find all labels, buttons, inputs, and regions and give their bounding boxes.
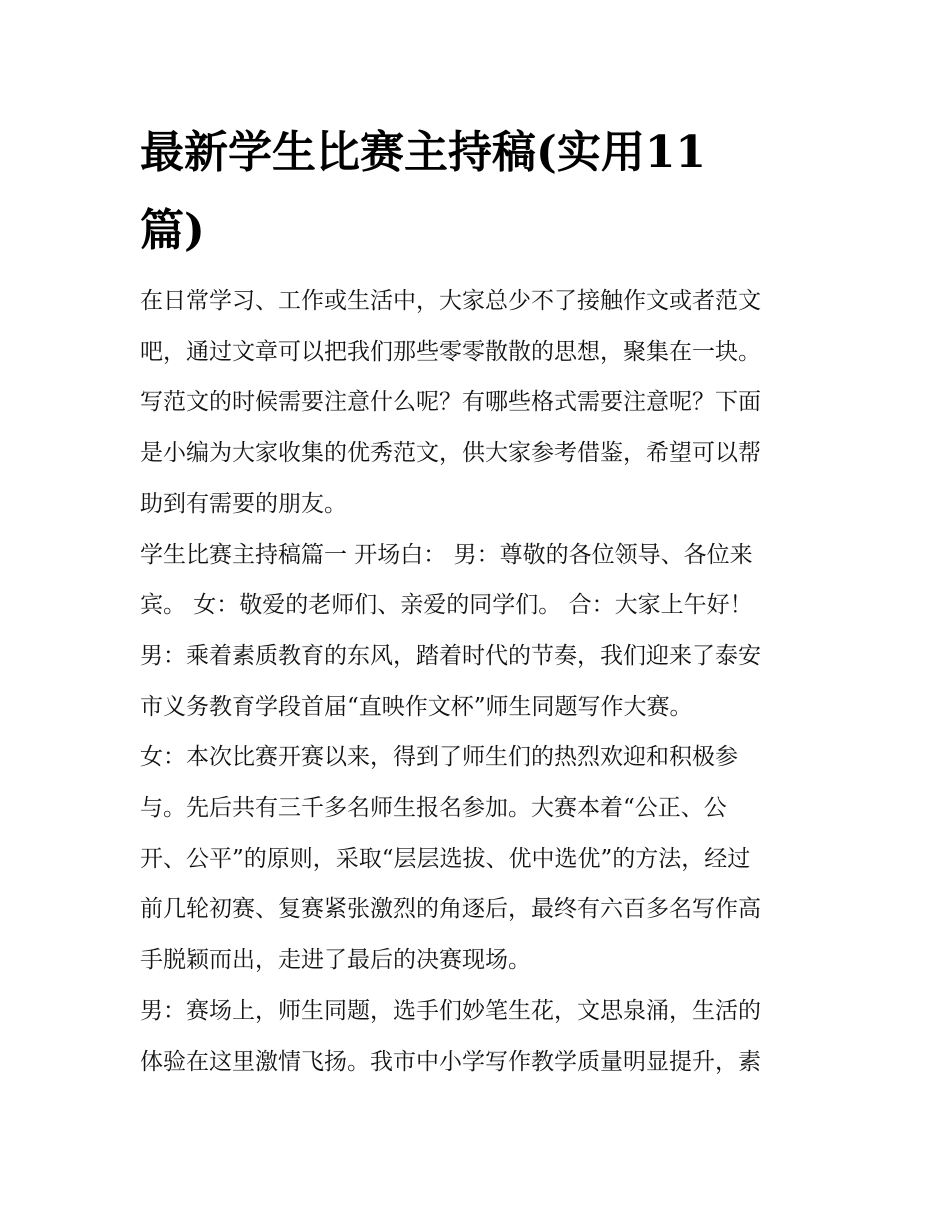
text-line: 男：赛场上，师生同题，选手们妙笔生花，文思泉涌，生活的 [140, 997, 761, 1024]
text-line: 吧，通过文章可以把我们那些零零散散的思想，聚集在一块。 [140, 338, 761, 365]
text-line: 男：乘着素质教育的东风，踏着时代的节奏，我们迎来了泰安 [140, 642, 761, 669]
text-line: 开、公平”的原则，采取“层层选拔、优中选优”的方法，经过 [140, 845, 751, 872]
text-line: 学生比赛主持稿篇一 开场白： 男：尊敬的各位领导、各位来 [140, 541, 753, 568]
document-body [140, 276, 820, 1087]
intro-paragraph [140, 276, 820, 530]
text-line: 体验在这里激情飞扬。我市中小学写作教学质量明显提升，素 [140, 1048, 761, 1075]
text-line: 手脱颖而出，走进了最后的决赛现场。 [140, 947, 531, 974]
title-line: 篇) [140, 205, 205, 256]
text-line: 是小编为大家收集的优秀范文，供大家参考借鉴，希望可以帮 [140, 440, 761, 467]
text-line: 宾。 女：敬爱的老师们、亲爱的同学们。 合：大家上午好！ [140, 592, 753, 619]
text-line: 女：本次比赛开赛以来，得到了师生们的热烈欢迎和积极参 [140, 744, 738, 771]
speech-paragraph [140, 732, 820, 986]
document-title [140, 114, 820, 270]
text-line: 市义务教育学段首届“直映作文杯”师生同题写作大赛。 [140, 693, 693, 720]
speech-paragraph [140, 986, 820, 1087]
speech-paragraph [140, 530, 820, 733]
text-line: 写范文的时候需要注意什么呢？有哪些格式需要注意呢？下面 [140, 389, 761, 416]
text-line: 助到有需要的朋友。 [140, 490, 347, 517]
title-line: 最新学生比赛主持稿(实用11 [140, 127, 707, 178]
text-line: 与。先后共有三千多名师生报名参加。大赛本着“公正、公 [140, 795, 727, 822]
text-line: 前几轮初赛、复赛紧张激烈的角逐后，最终有六百多名写作高 [140, 896, 761, 923]
text-line: 在日常学习、工作或生活中，大家总少不了接触作文或者范文 [140, 288, 761, 314]
